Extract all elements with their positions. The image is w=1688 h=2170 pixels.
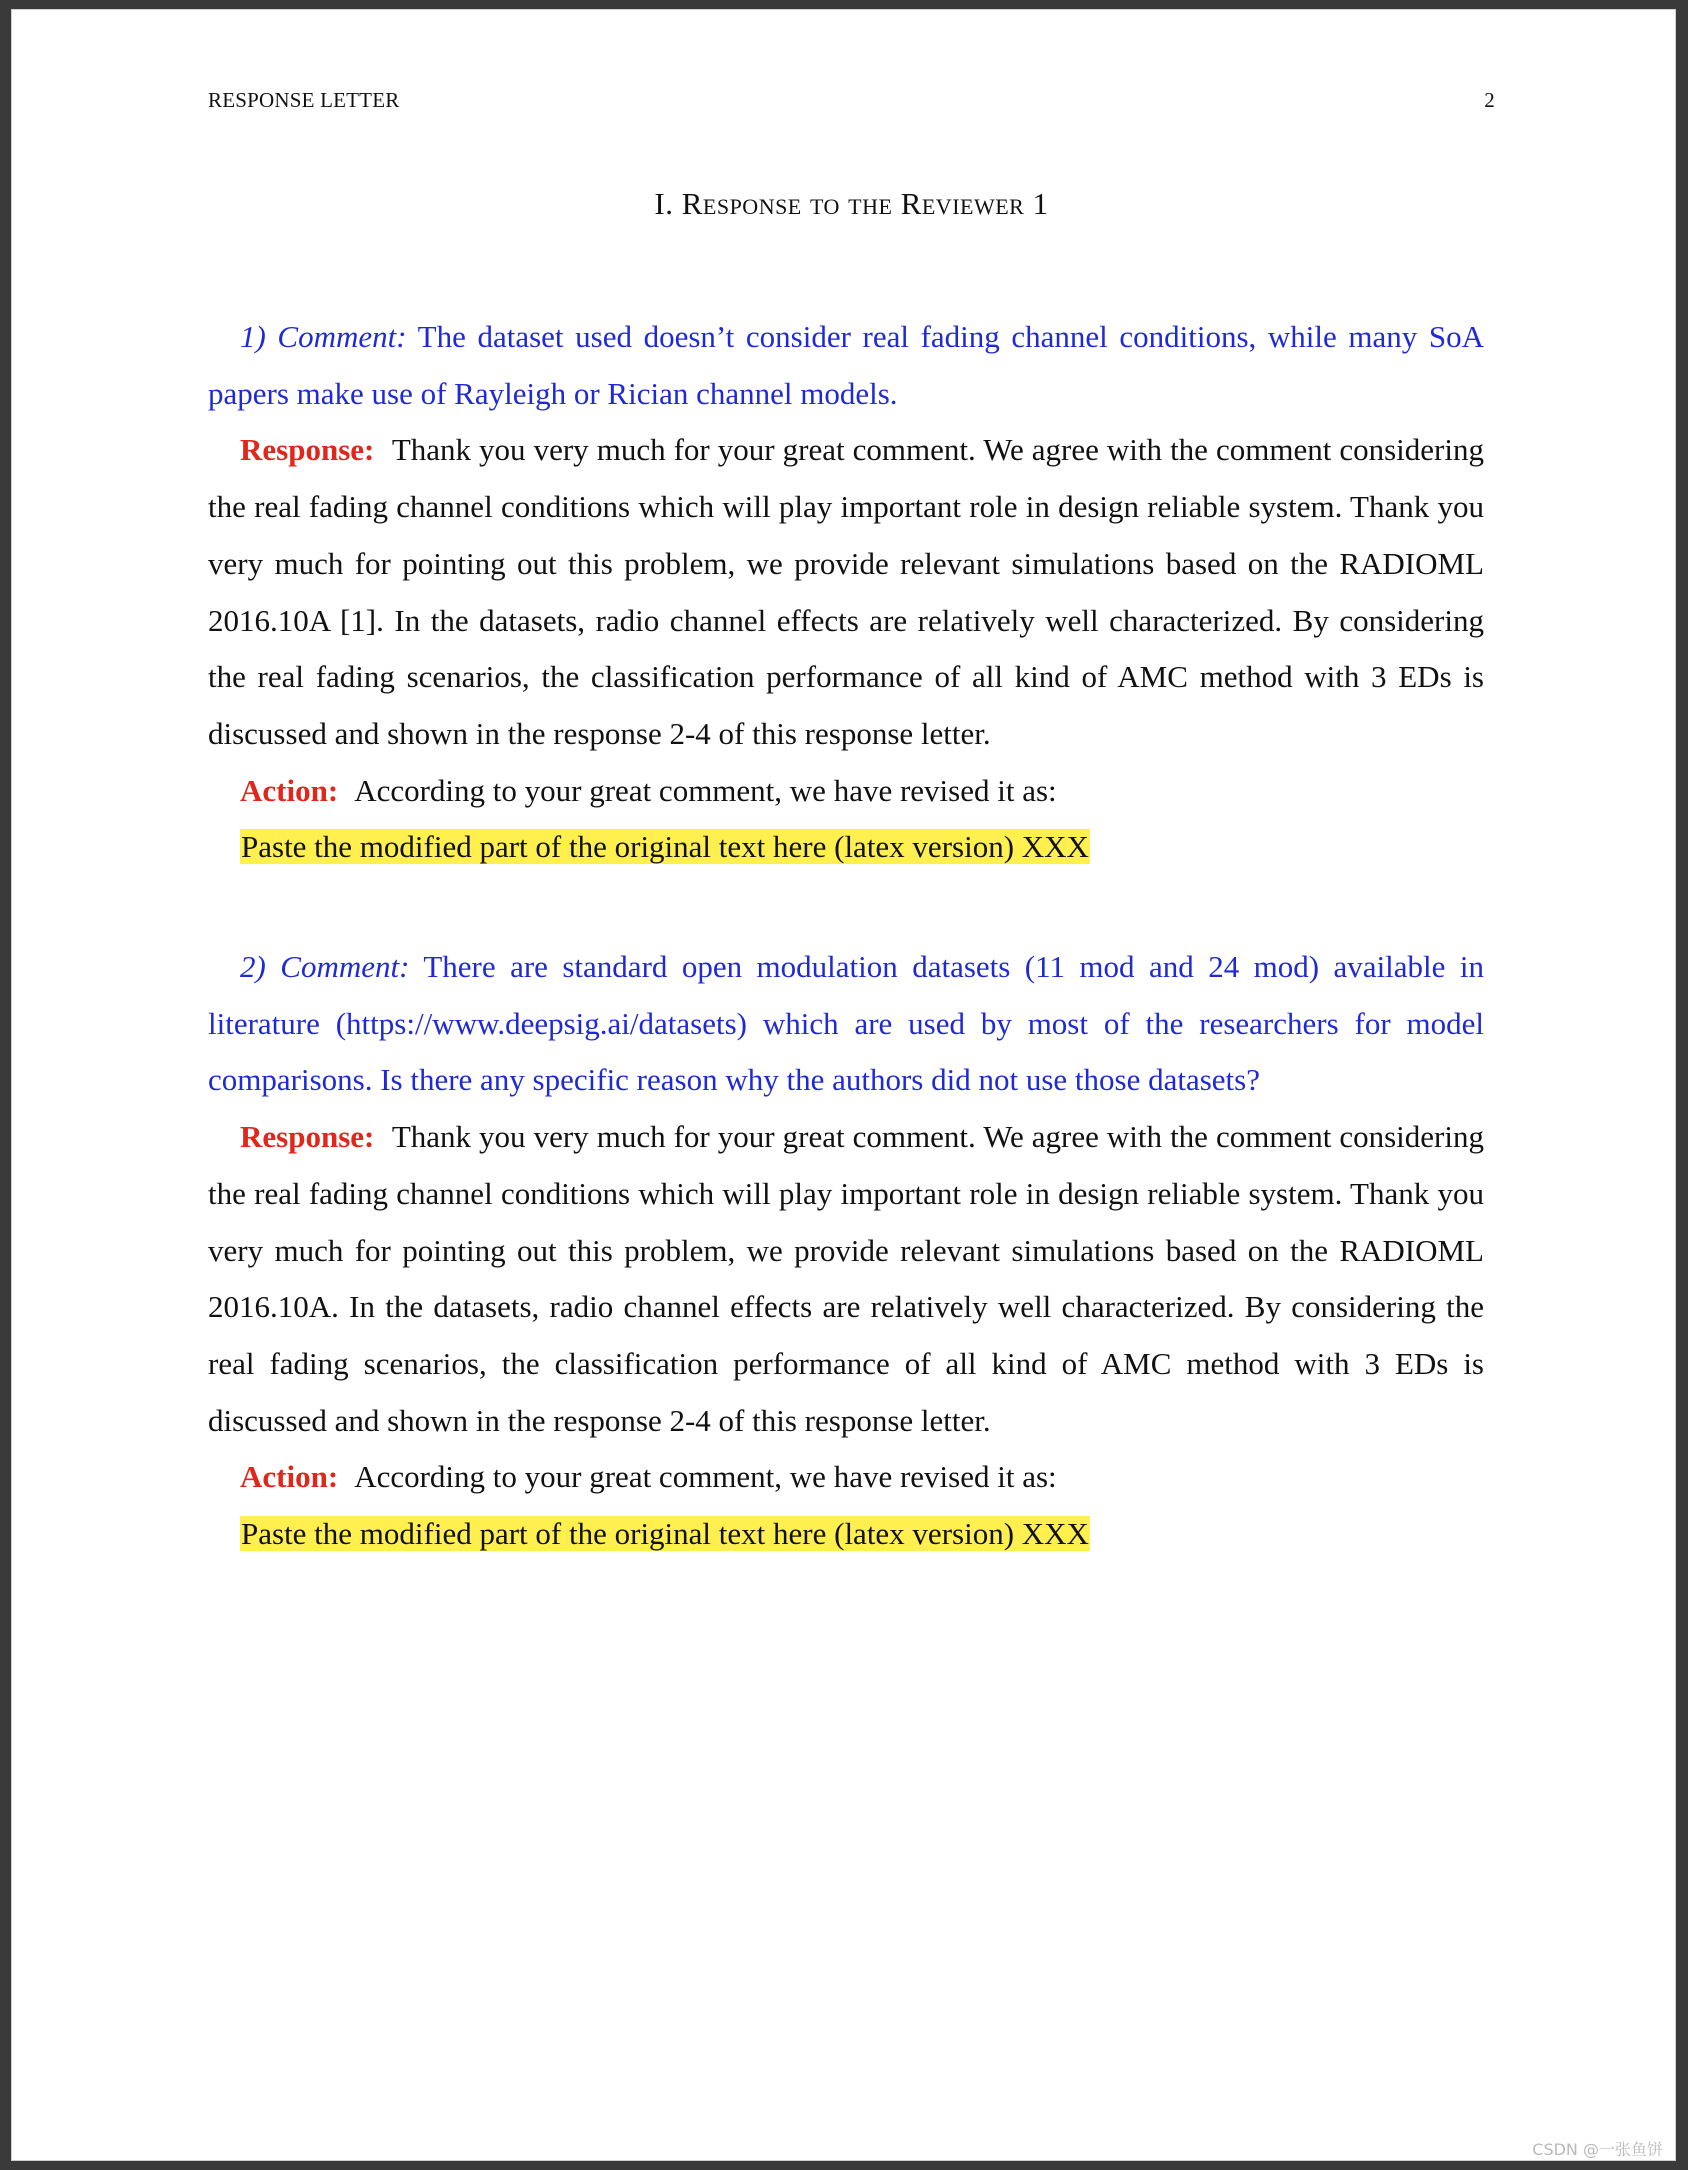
response-paragraph — [208, 1109, 1484, 1449]
comment-text: There are standard open modulation datasets (11 mod and 24 mod) available in literature (https://www.deepsig.ai/datasets) which are used by most of the researchers for model comparisons. Is there any specific reason why the authors did not use those datasets? — [208, 949, 1484, 1098]
response-text: Thank you very much for your great comment. We agree with the comment considering the real fading channel conditions which will play important role in design reliable system. Thank you very much for pointing out this problem, we provide relevant simulations based on the RADIOML 2016.10A [1]. In the datasets, radio channel effects are relatively well characterized. By considering the real fading scenarios, the classification performance of all kind of AMC method with 3 EDs is discussed and shown in the response 2-4 of this response letter. — [208, 432, 1484, 751]
response-paragraph — [208, 422, 1484, 762]
comment-item-2 — [208, 939, 1484, 1563]
action-paragraph — [208, 1449, 1484, 1506]
highlighted-placeholder: Paste the modified part of the original text here (latex version) XXX — [241, 1516, 1089, 1552]
comment-lead: 1) Comment: — [240, 319, 407, 354]
response-label: Response: — [240, 432, 375, 468]
page-number: 2 — [1484, 88, 1495, 112]
highlighted-placeholder: Paste the modified part of the original text here (latex version) XXX — [241, 829, 1089, 865]
document-page — [11, 9, 1676, 2161]
comment-item-1 — [208, 309, 1484, 876]
running-title: RESPONSE LETTER — [208, 88, 400, 112]
comment-text: The dataset used doesn’t consider real fading channel conditions, while many SoA papers make use of Rayleigh or Rician channel models. — [208, 319, 1484, 411]
watermark: CSDN @一张鱼饼 — [1532, 2140, 1663, 2159]
section-title: I. Response to the Reviewer 1 — [654, 186, 1049, 221]
action-text: According to your great comment, we have revised it as: — [354, 1459, 1057, 1495]
comment-paragraph — [208, 939, 1484, 1109]
comment-paragraph — [208, 309, 1484, 422]
action-text: According to your great comment, we have revised it as: — [354, 772, 1057, 808]
action-label: Action: — [240, 1459, 339, 1495]
response-text: Thank you very much for your great comment. We agree with the comment considering the real fading channel conditions which will play important role in design reliable system. Thank you very much for pointing out this problem, we provide relevant simulations based on the RADIOML 2016.10A. In the datasets, radio channel effects are relatively well characterized. By considering the real fading scenarios, the classification performance of all kind of AMC method with 3 EDs is discussed and shown in the response 2-4 of this response letter. — [208, 1119, 1484, 1438]
highlight-paragraph — [208, 819, 1484, 876]
highlight-paragraph — [208, 1506, 1484, 1563]
action-label: Action: — [240, 772, 339, 808]
response-label: Response: — [240, 1119, 375, 1155]
action-paragraph — [208, 763, 1484, 820]
comment-lead: 2) Comment: — [240, 949, 410, 984]
